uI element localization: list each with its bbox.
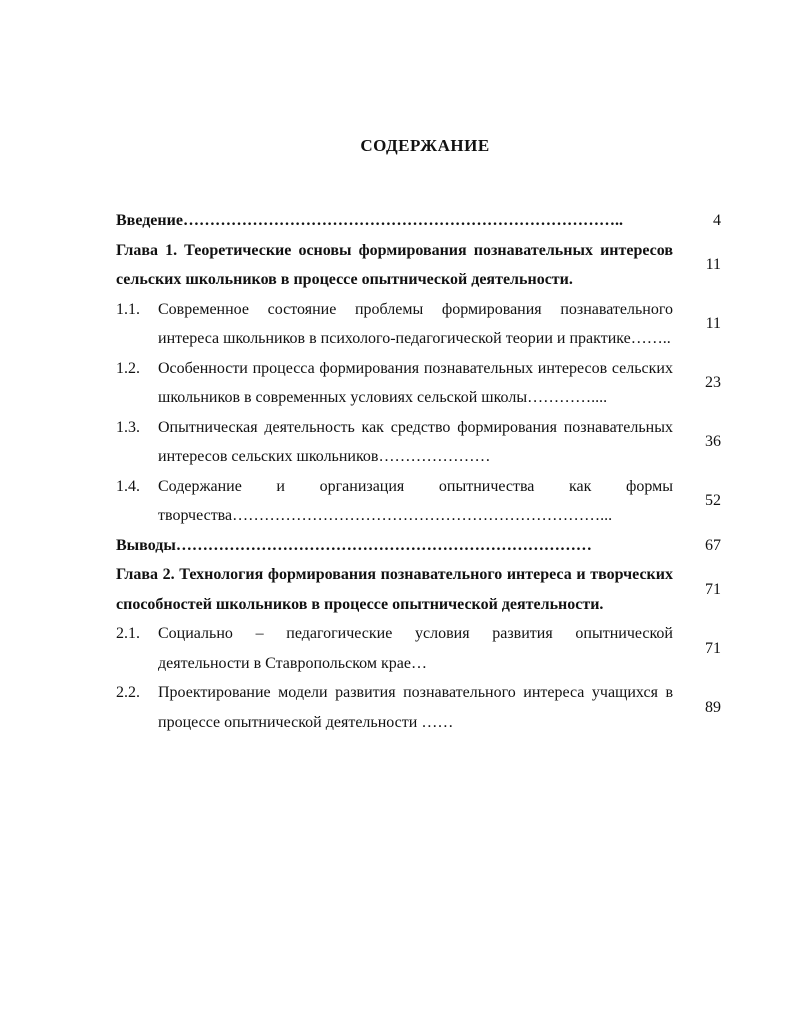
toc-entry-page: 23 <box>705 374 721 392</box>
toc-entry-page: 11 <box>705 315 721 333</box>
toc-entry-section-1-2 <box>116 354 721 413</box>
table-of-contents <box>116 206 721 737</box>
toc-entry-page: 71 <box>705 580 721 598</box>
toc-entry-number: 1.3. <box>116 418 140 436</box>
toc-entry-number: 2.1. <box>116 625 140 642</box>
page-title: СОДЕРЖАНИЕ <box>360 136 490 155</box>
toc-entry-section-1-1 <box>116 295 721 354</box>
toc-entry-chapter-1 <box>116 236 721 295</box>
toc-entry-introduction <box>116 206 721 236</box>
toc-entry-chapter-2 <box>116 560 721 619</box>
toc-entry-number: 2.2. <box>116 684 140 701</box>
toc-entry-number: 1.1. <box>116 300 140 318</box>
toc-entry-page: 4 <box>713 212 721 229</box>
toc-entry-page: 71 <box>705 639 721 657</box>
toc-entry-section-1-4 <box>116 472 721 531</box>
toc-entry-text: Выводы…………………………………………………………………… <box>116 536 592 554</box>
toc-entry-page: 89 <box>705 698 721 716</box>
toc-entry-section-2-1 <box>116 619 721 678</box>
toc-entry-text: Особенности процесса формирования познавательных интересов сельских школьников в современных условиях сельской школы………….... <box>158 359 673 406</box>
toc-entry-text: Глава 2. Технология формирования познавательного интереса и творческих способностей школьников в процессе опытнической деятельности. <box>116 566 673 613</box>
toc-entry-number: 1.4. <box>116 477 140 495</box>
toc-entry-conclusions <box>116 531 721 561</box>
toc-entry-section-1-3 <box>116 413 721 472</box>
toc-entry-section-2-2 <box>116 678 721 737</box>
toc-entry-text: Проектирование модели развития познавательного интереса учащихся в процессе опытнической деятельности …… <box>158 684 673 731</box>
toc-entry-number: 1.2. <box>116 359 140 377</box>
toc-entry-text: Опытническая деятельность как средство формирования познавательных интересов сельских школьников………………… <box>158 418 673 465</box>
toc-entry-page: 52 <box>705 492 721 510</box>
toc-entry-text: Введение……………………………………………………………………….. <box>116 212 623 229</box>
toc-entry-page: 67 <box>705 536 721 554</box>
toc-entry-text: Содержание и организация опытничества как формы творчества……………………………………………………………... <box>158 477 673 524</box>
toc-entry-page: 11 <box>705 256 721 274</box>
toc-entry-page: 36 <box>705 433 721 451</box>
toc-entry-text: Глава 1. Теоретические основы формирования познавательных интересов сельских школьников в процессе опытнической деятельности. <box>116 241 673 288</box>
toc-entry-text: Социально – педагогические условия развития опытнической деятельности в Ставропольском крае… <box>158 625 673 672</box>
toc-entry-text: Современное состояние проблемы формирования познавательного интереса школьников в психолого-педагогической теории и практике…….. <box>158 300 673 347</box>
